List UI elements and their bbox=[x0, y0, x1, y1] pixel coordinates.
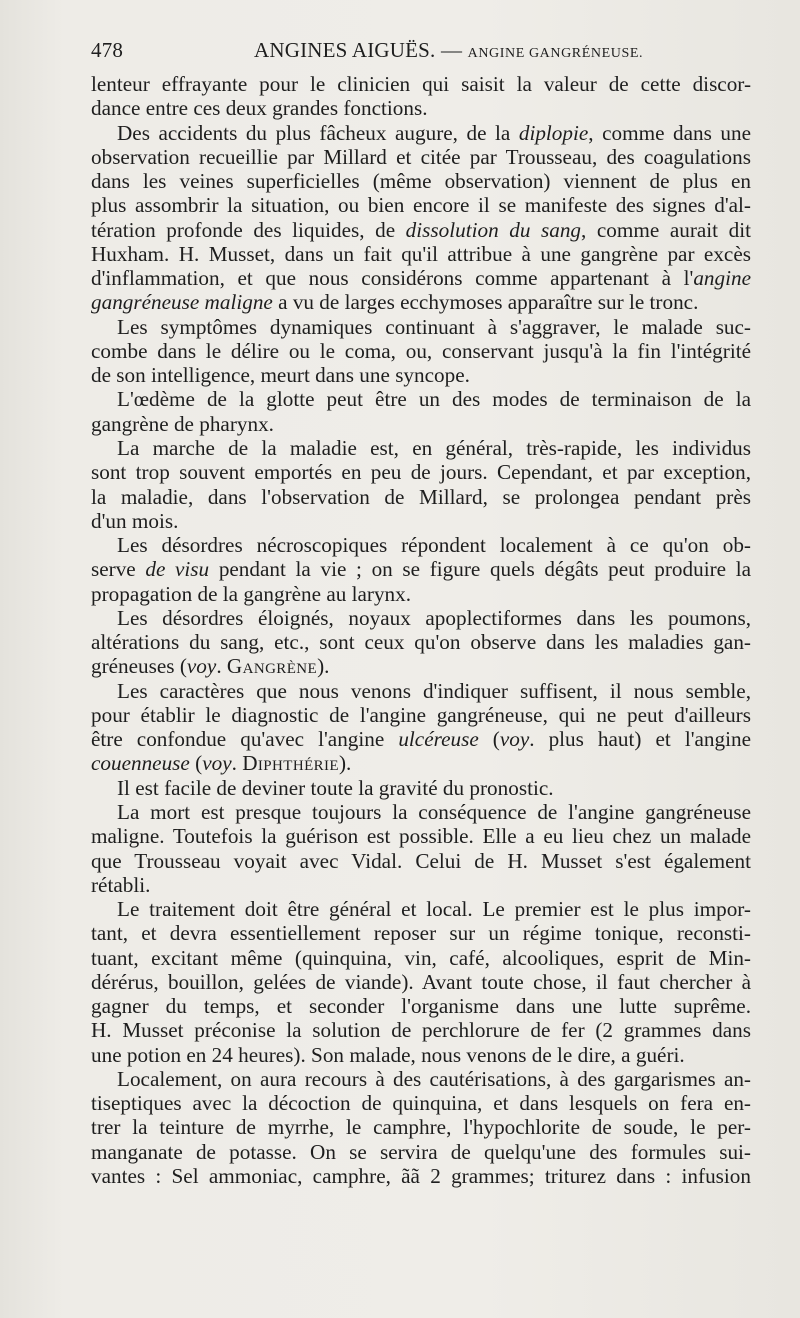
text-line bbox=[91, 72, 751, 96]
text-run: , comme aurait dit bbox=[581, 217, 751, 242]
text-line bbox=[91, 193, 751, 217]
text-line bbox=[91, 363, 751, 387]
text-line bbox=[91, 654, 751, 678]
text-run: . plus haut) et l'angine bbox=[529, 727, 752, 752]
text-line bbox=[91, 387, 751, 411]
text-line bbox=[91, 145, 751, 169]
text-line bbox=[91, 751, 751, 775]
text-line bbox=[91, 679, 751, 703]
italic-text: voy bbox=[186, 654, 217, 679]
text-run: être confondue qu'avec l'angine bbox=[91, 727, 399, 752]
text-run: L'œdème de la glotte peut être un des modes de terminaison de la bbox=[117, 387, 751, 412]
text-line bbox=[91, 460, 751, 484]
text-run: vantes : Sel ammoniac, camphre, ãã 2 grammes; triturez dans : infusion bbox=[91, 1163, 751, 1188]
text-run: Le traitement doit être général et local. Le premier est le plus impor- bbox=[117, 897, 751, 922]
text-run: serve bbox=[91, 557, 146, 582]
text-line bbox=[91, 96, 751, 120]
italic-text: voy bbox=[499, 727, 530, 752]
text-line bbox=[91, 776, 751, 800]
text-line bbox=[91, 218, 751, 242]
text-line bbox=[91, 897, 751, 921]
text-line bbox=[91, 533, 751, 557]
text-line bbox=[91, 339, 751, 363]
text-run: tération profonde des liquides, de bbox=[91, 217, 406, 242]
running-head bbox=[91, 38, 751, 68]
text-line bbox=[91, 266, 751, 290]
italic-text: couenneuse bbox=[91, 751, 190, 776]
text-run: rétabli. bbox=[91, 872, 151, 897]
text-line bbox=[91, 1140, 751, 1164]
text-run: de son intelligence, meurt dans une syncope. bbox=[91, 363, 470, 388]
text-run: gagner du temps, et seconder l'organisme dans une lutte suprême. bbox=[91, 994, 751, 1019]
text-run: gangrène de pharynx. bbox=[91, 411, 274, 436]
text-run: ( bbox=[189, 751, 203, 776]
text-run: ). bbox=[317, 654, 330, 679]
text-line bbox=[91, 436, 751, 460]
text-run: dérérus, bouillon, gelées de viande). Avant toute chose, il faut chercher à bbox=[91, 969, 751, 994]
text-line bbox=[91, 121, 751, 145]
text-line bbox=[91, 1067, 751, 1091]
text-line bbox=[91, 630, 751, 654]
text-line bbox=[91, 921, 751, 945]
text-line bbox=[91, 703, 751, 727]
small-caps-text: GANGRÈNE bbox=[226, 654, 318, 679]
text-run: pendant la vie ; on se figure quels dégâts peut produire la bbox=[209, 557, 751, 582]
text-line bbox=[91, 727, 751, 751]
text-run: d'un mois. bbox=[91, 508, 179, 533]
text-run: propagation de la gangrène au larynx. bbox=[91, 581, 412, 606]
italic-text: gangréneuse maligne bbox=[91, 290, 273, 315]
text-run: ). bbox=[339, 751, 352, 776]
text-run: manganate de potasse. On se servira de quelqu'une des formules sui- bbox=[91, 1139, 751, 1164]
text-line bbox=[91, 169, 751, 193]
text-run: a vu de larges ecchymoses apparaître sur le tronc. bbox=[272, 290, 699, 315]
text-run: Les désordres éloignés, noyaux apoplectiformes dans les poumons, bbox=[117, 605, 751, 630]
italic-text: diplopie bbox=[518, 120, 589, 145]
text-run: une potion en 24 heures). Son malade, nous venons de le dire, a guéri. bbox=[91, 1042, 685, 1067]
text-run: trer la teinture de myrrhe, le camphre, l'hypochlorite de soude, le per- bbox=[91, 1115, 751, 1140]
text-run: . bbox=[216, 654, 227, 679]
text-run: Des accidents du plus fâcheux augure, de la bbox=[117, 120, 519, 145]
text-run: Les symptômes dynamiques continuant à s'aggraver, le malade suc- bbox=[117, 314, 751, 339]
text-line bbox=[91, 946, 751, 970]
italic-text: angine bbox=[693, 266, 751, 291]
text-line bbox=[91, 509, 751, 533]
text-line bbox=[91, 242, 751, 266]
text-run: dance entre ces deux grandes fonctions. bbox=[91, 96, 428, 121]
text-line bbox=[91, 1043, 751, 1067]
text-line bbox=[91, 800, 751, 824]
italic-text: voy bbox=[202, 751, 232, 776]
text-line bbox=[91, 970, 751, 994]
text-line bbox=[91, 485, 751, 509]
text-run: plus assombrir la situation, ou bien encore il se manifeste des signes d'al- bbox=[91, 193, 751, 218]
text-line bbox=[91, 290, 751, 314]
text-run: que Trousseau voyait avec Vidal. Celui de H. Musset s'est également bbox=[91, 848, 751, 873]
text-line bbox=[91, 412, 751, 436]
text-run: La marche de la maladie est, en général, très-rapide, les individus bbox=[117, 435, 751, 460]
text-line bbox=[91, 557, 751, 581]
italic-text: dissolution du sang bbox=[405, 217, 582, 242]
text-run: , comme dans une bbox=[588, 120, 751, 145]
text-line bbox=[91, 1091, 751, 1115]
text-line bbox=[91, 582, 751, 606]
text-run: pour établir le diagnostic de l'angine gangréneuse, qui ne peut d'ailleurs bbox=[91, 702, 751, 727]
text-line bbox=[91, 1164, 751, 1188]
body-text bbox=[91, 72, 751, 1188]
text-run: H. Musset préconise la solution de perchlorure de fer (2 grammes dans bbox=[91, 1018, 751, 1043]
section-title: ANGINE GANGRÉNEUSE. bbox=[467, 46, 644, 61]
text-line bbox=[91, 873, 751, 897]
text-line bbox=[91, 1018, 751, 1042]
text-run: tiseptiques avec la décoction de quinquina, et dans lesquels on fera en- bbox=[91, 1091, 751, 1116]
text-run: . bbox=[231, 751, 243, 776]
text-run: tant, et devra essentiellement reposer sur un régime tonique, reconsti- bbox=[91, 921, 751, 946]
text-run: combe dans le délire ou le coma, ou, conservant jusqu'à la fin l'intégrité bbox=[91, 338, 751, 363]
small-caps-text: DIPHTHÉRIE bbox=[242, 751, 339, 776]
text-run: observation recueillie par Millard et citée par Trousseau, des coagulations bbox=[91, 144, 751, 169]
text-line bbox=[91, 824, 751, 848]
italic-text: ulcéreuse bbox=[398, 727, 479, 752]
text-run: dans les veines superficielles (même observation) viennent de plus en bbox=[91, 169, 751, 194]
text-run: Huxham. H. Musset, dans un fait qu'il attribue à une gangrène par excès bbox=[91, 241, 751, 266]
text-run: maligne. Toutefois la guérison est possible. Elle a eu lieu chez un malade bbox=[91, 824, 751, 849]
text-run: tuant, excitant même (quinquina, vin, café, alcooliques, esprit de Min- bbox=[91, 945, 751, 970]
text-run: Localement, on aura recours à des cautérisations, à des gargarismes an- bbox=[117, 1066, 751, 1091]
text-run: ( bbox=[478, 727, 500, 752]
text-run: Les désordres nécroscopiques répondent localement à ce qu'on ob- bbox=[117, 533, 751, 558]
text-run: gréneuses ( bbox=[91, 654, 187, 679]
text-run: altérations du sang, etc., sont ceux qu'on observe dans les maladies gan- bbox=[91, 630, 751, 655]
text-run: Les caractères que nous venons d'indiquer suffisent, il nous semble, bbox=[117, 678, 751, 703]
text-line bbox=[91, 606, 751, 630]
page-number: 478 bbox=[91, 38, 124, 62]
italic-text: de visu bbox=[145, 557, 210, 582]
text-run: Il est facile de deviner toute la gravité du pronostic. bbox=[117, 775, 554, 800]
text-line bbox=[91, 849, 751, 873]
text-line bbox=[91, 994, 751, 1018]
text-run: La mort est presque toujours la conséquence de l'angine gangréneuse bbox=[117, 799, 751, 824]
text-run: la maladie, dans l'observation de Millard, se prolongea pendant près bbox=[91, 484, 751, 509]
text-run: d'inflammation, et que nous considérons comme appartenant à l' bbox=[91, 266, 694, 291]
running-title bbox=[254, 38, 643, 63]
text-line bbox=[91, 1115, 751, 1139]
title-dash: — bbox=[440, 38, 463, 62]
text-line bbox=[91, 315, 751, 339]
text-run: sont trop souvent emportés en peu de jours. Cependant, et par exception, bbox=[91, 460, 751, 485]
chapter-title: ANGINES AIGUËS. bbox=[254, 38, 436, 62]
text-run: lenteur effrayante pour le clinicien qui saisit la valeur de cette discor- bbox=[91, 72, 751, 96]
